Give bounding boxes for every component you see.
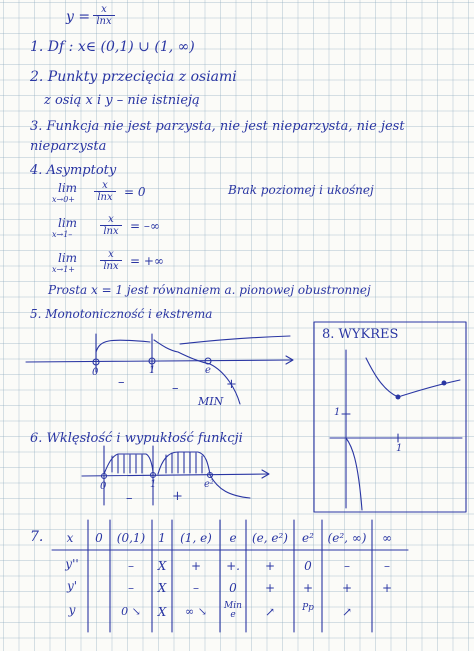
limit-3-den: lnx	[103, 261, 119, 272]
graph-y-tick-label: 1	[334, 407, 341, 418]
table-header-cell: (e, e²)	[251, 531, 288, 545]
table-cell: Pp	[302, 603, 314, 613]
table-cell: 0	[229, 581, 237, 595]
table-cell: –	[344, 559, 350, 573]
table-cell: ↗	[341, 605, 353, 619]
limit-1-lim: lim	[58, 181, 78, 195]
table-row-label: y'	[66, 579, 78, 593]
function-numerator: x	[93, 4, 115, 16]
limit-2-den: lnx	[103, 226, 119, 237]
table-cell: +.	[226, 559, 240, 573]
table-cell: ∞ ↘	[185, 605, 207, 618]
limit-2-num: x	[100, 214, 122, 226]
conv-plus: +	[172, 489, 183, 504]
table-cell: +	[341, 581, 353, 595]
mono-minus-1: –	[118, 375, 125, 390]
convexity-heading: 6. Wklęsłość i wypukłość funkcji	[30, 431, 243, 446]
conv-label-e2: e²	[204, 479, 214, 490]
graph-heading: 8. WYKRES	[322, 327, 399, 342]
graph-x-tick-label: 1	[396, 443, 403, 454]
function-denominator: lnx	[96, 16, 112, 27]
table-cell: –	[384, 559, 390, 573]
table-header-cell: 1	[158, 531, 166, 545]
table-row-label: y''	[65, 557, 79, 571]
monotonicity-heading: 5. Monotoniczność i ekstrema	[30, 307, 213, 321]
table-header-cell: (0,1)	[116, 531, 146, 545]
limit-2-sub: x→1–	[52, 230, 73, 239]
table-cell: X	[157, 581, 167, 595]
conv-minus: –	[126, 491, 133, 506]
limit-1-result: = 0	[124, 185, 146, 199]
limit-1-den: lnx	[97, 192, 113, 203]
table-section-number: 7.	[30, 529, 44, 545]
limit-1-sub: x→0+	[52, 195, 76, 204]
limit-3-num: x	[100, 249, 122, 261]
parity-line: 3. Funkcja nie jest parzysta, nie jest nieparzysta, nie jest	[30, 119, 405, 134]
mono-min-label: MIN	[198, 395, 224, 408]
limit-2-result: = –∞	[130, 219, 160, 233]
mono-label-e: e	[205, 365, 211, 376]
table-cell: ↗	[264, 605, 276, 619]
table-cell: –	[128, 581, 134, 595]
table-header-cell: e²	[302, 531, 314, 545]
vertical-asymptote-statement: Prosta x = 1 jest równaniem a. pionowej obustronnej	[48, 283, 371, 297]
table-cell: 0 ↘	[121, 605, 141, 618]
table-header-cell: (1, e)	[180, 531, 212, 545]
table-cell: +	[302, 581, 314, 595]
limit-3-result: = +∞	[130, 254, 164, 268]
conv-label-1: 1	[150, 479, 157, 490]
limit-3-sub: x→1+	[52, 265, 76, 274]
table-header-cell: x	[66, 531, 74, 545]
intersections-heading: 2. Punkty przecięcia z osiami	[30, 69, 237, 85]
mono-label-1: 1	[149, 365, 156, 376]
no-horizontal-note: Brak poziomej i ukośnej	[228, 183, 374, 197]
parity-line-2: nieparzysta	[30, 139, 107, 154]
function-lhs: y =	[66, 9, 91, 25]
intersections-answer: z osią x i y – nie istnieją	[44, 93, 200, 108]
conv-label-0: 0	[100, 481, 107, 492]
table-cell: 0	[304, 559, 312, 573]
table-header-cell: (e², ∞)	[327, 531, 367, 545]
table-cell: –	[193, 581, 199, 595]
table-cell: +	[264, 581, 276, 595]
mono-label-0: 0	[92, 367, 99, 378]
limit-1-num: x	[94, 180, 116, 192]
table-row-label: y	[68, 603, 76, 617]
table-cell: +	[381, 581, 393, 595]
table-cell: X	[157, 605, 167, 619]
domain-line: 1. Df : x∈ (0,1) ∪ (1, ∞)	[30, 39, 195, 55]
table-cell: –	[128, 559, 134, 573]
limit-2-lim: lim	[58, 216, 78, 230]
table-cell: +	[264, 559, 276, 573]
mono-minus-2: –	[172, 381, 179, 396]
table-cell: Min e	[224, 601, 242, 620]
table-header-cell: ∞	[382, 531, 392, 545]
limit-3-lim: lim	[58, 251, 78, 265]
mono-plus: +	[226, 377, 237, 392]
table-cell: X	[157, 559, 167, 573]
asymptotes-heading: 4. Asymptoty	[30, 163, 117, 178]
table-header-cell: 0	[95, 531, 103, 545]
table-cell: +	[190, 559, 202, 573]
table-header-cell: e	[229, 531, 237, 545]
